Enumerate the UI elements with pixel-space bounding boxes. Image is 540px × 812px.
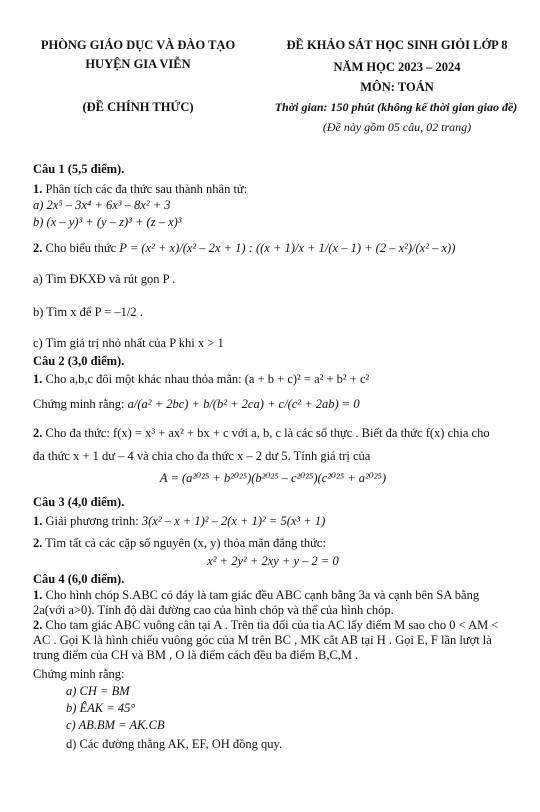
q2-title: Câu 2 (3,0 điểm). [33,354,125,368]
q1-part2-text: Cho biểu thức [45,241,117,255]
header-official: (ĐỀ CHÍNH THỨC) [82,100,194,114]
header-pages: (Đề này gồm 05 câu, 02 trang) [322,120,472,134]
q1-part1-a: a) 2x⁵ – 3x⁴ + 6x³ – 8x² + 3 [33,198,171,212]
q4-part1-text: Cho hình chóp S.ABC có đáy là tam giác đều ABC cạnh bằng 3a và cạnh bên SA bằng 2a(với a>0). Tính độ dài đường cao của hình chóp và thể của hình chóp. [33,588,480,617]
q2-part1-text: Cho a,b,c đôi một khác nhau thỏa mãn: (a + b + c)² = a² + b² + c² [45,372,370,386]
q4-part1 [33,588,511,618]
q4-part2-text: Cho tam giác ABC vuông cân tại A . Trên tia đối của tia AC lấy điểm M sao cho 0 < AM < AC . Gọi K là hình chiếu vuông góc của M trên BC , MK cắt AB tại H . Gọi E, F lần lượt là trung điểm của CH và BM , O là điểm cách đều ba điểm B,C,M . [33,618,499,662]
q4-part2-label: 2. [33,618,43,632]
q3-part2-expression: x² + 2y² + 2xy + y – 2 = 0 [207,554,339,568]
q3-part1-expression: 3(x² – x + 1)² – 2(x + 1)² = 5(x³ + 1) [141,514,326,528]
q1-part2 [33,241,455,256]
q2-part1-prove-label: Chứng minh rằng: [33,397,125,411]
q2-part2-label: 2. [33,426,43,440]
q2-part1 [33,372,369,387]
header-school: PHÒNG GIÁO DỤC VÀ ĐÀO TẠO [40,38,236,52]
q1-part2-c: c) Tìm giá trị nhỏ nhất của P khi x > 1 [33,336,224,350]
q2-part1-label: 1. [33,372,43,386]
q1-part2-expression: P = (x² + x)/(x² – 2x + 1) : ((x + 1)/x + 1/(x – 1) + (2 – x²)/(x² – x)) [119,241,456,255]
q1-part2-label: 2. [33,241,43,255]
header-district: HUYỆN GIA VIỄN [85,57,191,71]
q1-part1-label: 1. [33,182,43,196]
q4-item-a: a) CH = BM [66,684,130,698]
q3-part2-text: Tìm tất cả các cặp số nguyên (x, y) thỏa mãn đẳng thức: [45,536,326,550]
header-subject: MÔN: TOÁN [360,80,434,94]
header-school-year: NĂM HỌC 2023 – 2024 [333,60,461,74]
q1-part2-b: b) Tìm x để P = –1/2 . [33,305,143,319]
q4-title: Câu 4 (6,0 điểm). [33,572,125,586]
q3-part1 [33,514,325,529]
q4-item-b: b) ÊAK = 45° [66,701,136,715]
q3-part1-text: Giải phương trình: [45,514,139,528]
q4-item-d: d) Các đường thẳng AK, EF, OH đồng quy. [66,737,283,751]
q4-part2 [33,618,511,663]
q2-part1-expression: a/(a² + 2bc) + b/(b² + 2ca) + c/(c² + 2ab) = 0 [127,397,360,411]
q3-part1-label: 1. [33,514,43,528]
q4-part1-label: 1. [33,588,43,602]
q4-part2-prove: Chứng minh rằng: [33,667,125,681]
header-time: Thời gian: 150 phút (không kể thời gian giao đề) [274,100,518,114]
q1-part1-text: Phân tích các đa thức sau thành nhân tử: [45,182,248,196]
q1-part1 [33,182,247,197]
q2-part2-line1 [33,426,490,441]
q4-item-c: c) AB.BM = AK.CB [66,718,165,732]
q3-part2 [33,536,326,551]
q3-title: Câu 3 (4,0 điểm). [33,495,125,509]
q1-title: Câu 1 (5,5 điểm). [33,162,125,176]
q2-part2-expression: A = (a²⁰²⁵ + b²⁰²⁵)(b²⁰²⁵ – c²⁰²⁵)(c²⁰²⁵ + a²⁰²⁵) [159,471,387,485]
q1-part1-b: b) (x – y)³ + (y – z)³ + (z – x)³ [33,215,182,229]
q2-part1-prove [33,397,360,412]
header-exam-title: ĐỀ KHẢO SÁT HỌC SINH GIỎI LỚP 8 [286,38,508,52]
q3-part2-label: 2. [33,536,43,550]
q2-part2-text1: Cho đa thức: f(x) = x³ + ax² + bx + c với a, b, c là các số thực . Biết đa thức f(x) chia cho [45,426,490,440]
q1-part2-a: a) Tìm ĐKXĐ và rút gọn P . [33,272,176,286]
q2-part2-line2: đa thức x + 1 dư – 4 và chia cho đa thức x – 2 dư 5. Tính giá trị của [33,449,371,463]
